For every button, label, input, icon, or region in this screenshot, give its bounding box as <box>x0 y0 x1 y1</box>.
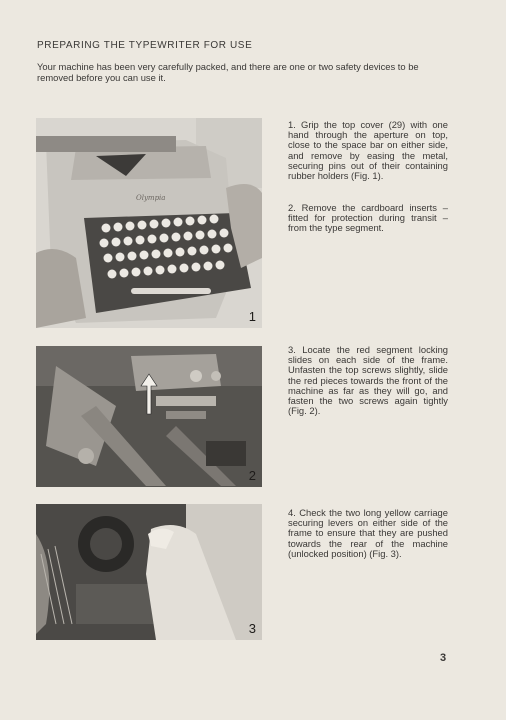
section-title: PREPARING THE TYPEWRITER FOR USE <box>37 40 253 51</box>
figure-1-number: 1 <box>248 309 256 324</box>
mechanism-illustration <box>36 346 262 487</box>
brand-logo-text: Olympia <box>136 194 166 202</box>
step-3-text: 3. Locate the red segment locking slides on each side of the frame. Unfasten the top screws slightly, slide the red pieces towards the front of the machine as far as they will go, and fasten the two screws again tightly (Fig. 2). <box>288 344 448 417</box>
page-number: 3 <box>440 652 447 664</box>
figure-2-photo <box>36 346 262 487</box>
typewriter-illustration <box>36 118 262 328</box>
step-1-text: 1. Grip the top cover (29) with one hand through the aperture on top, close to the space bar on either side, and remove by easing the metal, securing pins out of their containing rubber holders (Fig. 1). <box>288 119 448 182</box>
intro-paragraph: Your machine has been very carefully packed, and there are one or two safety devices to be removed before you can use it. <box>37 61 419 83</box>
figure-2-number: 2 <box>248 468 256 483</box>
carriage-lever-illustration <box>36 504 262 640</box>
figure-3-photo <box>36 504 262 640</box>
figure-1-photo <box>36 118 262 328</box>
figure-3-number: 3 <box>248 621 256 636</box>
step-2-text: 2. Remove the cardboard inserts – fitted for protection during transit – from the type segment. <box>288 202 448 234</box>
step-4-text: 4. Check the two long yellow carriage securing levers on either side of the frame to ensure that they are pushed towards the rear of the machine (unlocked position) (Fig. 3). <box>288 507 448 559</box>
